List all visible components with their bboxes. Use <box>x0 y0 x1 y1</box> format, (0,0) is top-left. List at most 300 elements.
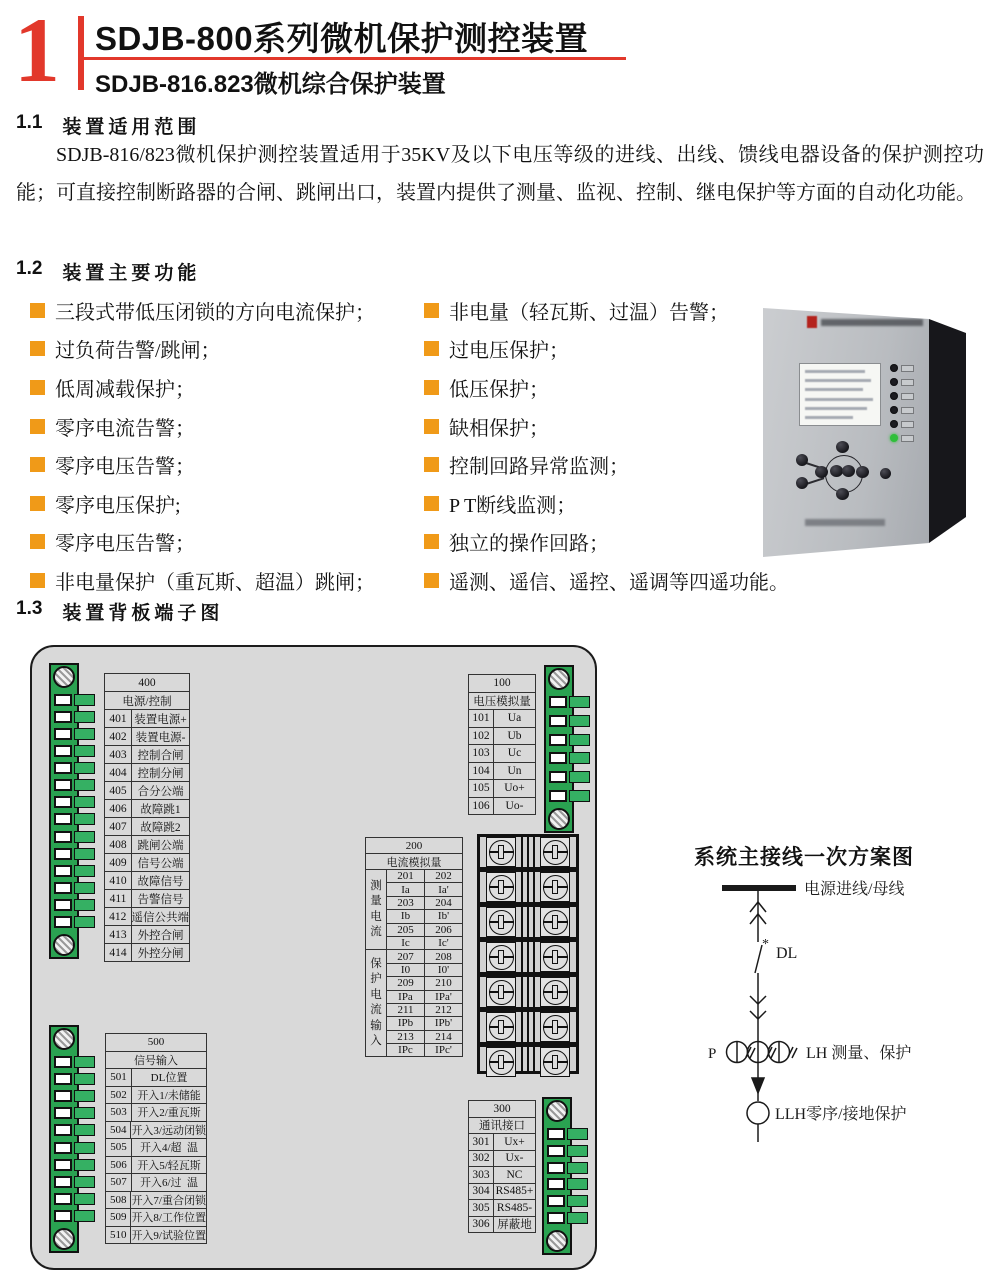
slot-tooth <box>569 790 590 802</box>
slot-pin <box>54 1176 72 1188</box>
terminal-label: Ux- <box>505 1152 524 1165</box>
terminal-number: 410 <box>105 872 132 889</box>
slot-pin <box>54 831 72 843</box>
led-label-chip <box>901 421 914 428</box>
device-caption-text <box>805 519 885 526</box>
terminal-number: 402 <box>105 728 132 745</box>
feature-text: 零序电压告警； <box>55 533 195 556</box>
terminal-row <box>469 745 535 763</box>
current-screw-terminal-block <box>477 834 579 1074</box>
led-dot-icon <box>890 420 898 428</box>
slot-tooth <box>74 694 95 706</box>
breaker-mark: * <box>762 937 769 952</box>
connector-slot <box>547 1127 593 1141</box>
terminal-row <box>469 1217 535 1233</box>
connector-slot <box>547 1194 593 1208</box>
terminal-cell: IPc' <box>435 1044 452 1057</box>
reset-button <box>880 468 891 479</box>
terminal-table-500 <box>105 1033 207 1244</box>
screw-cell <box>486 977 516 1007</box>
terminal-number: 509 <box>106 1209 131 1226</box>
terminal-cell: 202 <box>435 870 452 883</box>
terminal-row <box>387 1004 462 1017</box>
terminal-table-400 <box>104 673 190 962</box>
terminal-row <box>106 1174 206 1192</box>
terminal-label: DL位置 <box>150 1072 188 1085</box>
terminal-label: Ux+ <box>504 1135 525 1148</box>
terminal-label: 故障跳2 <box>140 821 181 834</box>
screw-icon <box>53 1228 75 1250</box>
feature-text: 独立的操作回路； <box>449 533 609 556</box>
terminal-cell: Ia' <box>438 883 449 896</box>
terminal-cell: Ib <box>387 910 425 922</box>
terminal-number: 403 <box>105 746 132 763</box>
brand-logo-icon <box>807 316 817 328</box>
terminal-cell: 212 <box>435 1004 452 1017</box>
terminal-label: 控制合闸 <box>137 749 184 762</box>
bullet-square-icon <box>30 419 45 434</box>
terminal-label: Uc <box>507 747 522 760</box>
terminal-label: NC <box>506 1168 523 1181</box>
feature-text: 遥测、遥信、遥控、遥调等四遥功能。 <box>449 571 789 594</box>
slot-tooth <box>74 1090 95 1102</box>
terminal-row <box>387 964 462 977</box>
terminal-cell: 211 <box>387 1004 425 1016</box>
slot-tooth <box>74 899 95 911</box>
table-name: 电压模拟量 <box>469 693 535 711</box>
terminal-row <box>105 746 189 764</box>
led-indicator <box>890 406 914 414</box>
terminal-label: RS485+ <box>495 1185 534 1198</box>
slot-pin <box>54 711 72 723</box>
terminal-number: 405 <box>105 782 132 799</box>
terminal-row <box>106 1192 206 1210</box>
feature-item <box>30 561 422 600</box>
slot-tooth <box>74 796 95 808</box>
slot-tooth <box>74 1193 95 1205</box>
breaker-switch <box>755 945 762 973</box>
screw-cell <box>486 837 516 867</box>
slot-tooth <box>569 734 590 746</box>
terminal-row <box>469 1134 535 1151</box>
slot-tooth <box>74 813 95 825</box>
terminal-label: 跳闸公端 <box>137 839 184 852</box>
connector-slot <box>547 1211 593 1225</box>
terminal-number: 510 <box>106 1227 131 1244</box>
table-code: 400 <box>105 674 189 692</box>
led-dot-icon <box>890 364 898 372</box>
terminal-row <box>105 854 189 872</box>
terminal-number: 507 <box>106 1174 132 1191</box>
terminal-cell: 210 <box>435 977 452 990</box>
screw-cell <box>486 1047 516 1077</box>
slot-pin <box>54 1124 72 1136</box>
feature-text: 零序电流告警； <box>55 417 195 440</box>
terminal-cell: 208 <box>435 950 452 963</box>
phillips-screw-icon <box>543 945 568 970</box>
bullet-square-icon <box>30 496 45 511</box>
terminal-row <box>106 1087 206 1105</box>
nav-right-button <box>856 466 869 478</box>
phillips-screw-icon <box>489 875 514 900</box>
terminal-cell: IPa <box>387 991 425 1003</box>
table-code: 500 <box>106 1034 206 1052</box>
slot-tooth <box>567 1195 588 1207</box>
slot-pin <box>54 1073 72 1085</box>
terminal-label: 控制分闸 <box>137 767 184 780</box>
terminal-number: 401 <box>105 710 132 727</box>
terminal-row <box>105 890 189 908</box>
terminal-label: 开入8/工作位置 <box>131 1212 206 1225</box>
ct-prefix-label: P <box>708 1046 717 1062</box>
connector-slots <box>547 1127 593 1225</box>
terminal-label: 开入2/重瓦斯 <box>137 1107 201 1120</box>
slot-tooth <box>569 771 590 783</box>
slot-tooth <box>74 831 95 843</box>
phillips-screw-icon <box>543 840 568 865</box>
feature-item <box>424 445 754 484</box>
device-photo <box>752 296 970 559</box>
phillips-screw-icon <box>543 910 568 935</box>
slot-pin <box>54 1090 72 1102</box>
terminal-label: 故障信号 <box>137 875 184 888</box>
screw-cell <box>486 872 516 902</box>
terminal-table-200 <box>365 837 463 1057</box>
table-code: 300 <box>469 1101 535 1118</box>
led-indicator <box>890 378 914 386</box>
terminal-label: RS485- <box>496 1201 533 1214</box>
table-code: 200 <box>366 838 462 854</box>
feature-list-right <box>424 291 789 600</box>
table-name: 信号输入 <box>106 1052 206 1070</box>
terminal-cell: 203 <box>387 897 425 909</box>
slot-pin <box>547 1195 565 1207</box>
terminal-cell: Ic <box>387 937 425 949</box>
terminal-label: 告警信号 <box>137 893 184 906</box>
slot-tooth <box>569 696 590 708</box>
slot-pin <box>54 899 72 911</box>
connector-400 <box>49 663 101 959</box>
terminal-cell: I0 <box>387 964 425 976</box>
nav-left-button <box>815 466 828 478</box>
screw-icon <box>548 668 570 690</box>
terminal-number: 305 <box>469 1200 494 1216</box>
slot-tooth <box>567 1162 588 1174</box>
connector-slot <box>54 1089 100 1103</box>
terminal-row <box>105 800 189 818</box>
terminal-label: 屏蔽地 <box>497 1219 532 1232</box>
slot-pin <box>549 790 567 802</box>
connector-500 <box>49 1025 101 1253</box>
feature-text: 低周减载保护； <box>55 378 195 401</box>
bullet-square-icon <box>424 303 439 318</box>
feature-item <box>424 523 754 562</box>
connector-slot <box>549 733 595 747</box>
terminal-cell: Ia <box>387 883 425 895</box>
led-dot-icon <box>890 406 898 414</box>
terminal-cell: Ic' <box>438 937 449 950</box>
terminal-row <box>387 937 462 949</box>
terminal-number: 303 <box>469 1167 494 1183</box>
connector-slot <box>54 847 100 861</box>
device-nameplate-text <box>821 319 923 326</box>
terminal-number: 409 <box>105 854 132 871</box>
terminal-number: 304 <box>469 1184 494 1200</box>
terminal-row <box>469 1200 535 1217</box>
terminal-number: 502 <box>106 1087 132 1104</box>
slot-pin <box>547 1128 565 1140</box>
screw-row <box>480 1047 576 1077</box>
slot-pin <box>54 865 72 877</box>
feature-item <box>424 330 754 369</box>
section-number: 1.3 <box>16 598 43 619</box>
feature-item <box>424 484 754 523</box>
slot-tooth <box>74 728 95 740</box>
feature-text: 控制回路异常监测； <box>449 456 629 479</box>
feature-item <box>30 291 422 330</box>
slot-tooth <box>567 1212 588 1224</box>
screw-icon <box>548 808 570 830</box>
terminal-number: 105 <box>469 780 494 797</box>
slot-tooth <box>567 1178 588 1190</box>
slot-tooth <box>74 1056 95 1068</box>
slot-tooth <box>74 916 95 928</box>
screw-icon <box>53 934 75 956</box>
connector-slot <box>54 1175 100 1189</box>
slot-pin <box>54 813 72 825</box>
slot-tooth <box>74 1210 95 1222</box>
terminal-label: 开入1/未储能 <box>137 1089 201 1102</box>
terminal-label: Ua <box>507 712 522 725</box>
terminal-number: 411 <box>105 890 132 907</box>
bullet-square-icon <box>424 573 439 588</box>
section-title: 装置背板端子图 <box>62 603 224 624</box>
connector-slot <box>54 864 100 878</box>
feature-item <box>424 561 789 600</box>
slot-tooth <box>74 779 95 791</box>
terminal-number: 102 <box>469 728 494 745</box>
screw-row <box>480 872 576 907</box>
bullet-square-icon <box>424 419 439 434</box>
slot-tooth <box>74 865 95 877</box>
phillips-screw-icon <box>489 840 514 865</box>
slot-tooth <box>74 1124 95 1136</box>
led-dot-icon <box>890 434 898 442</box>
terminal-label: 开入3/远动闭锁 <box>131 1124 206 1137</box>
feature-text: 非电量保护（重瓦斯、超温）跳闸； <box>55 571 375 594</box>
slot-pin <box>54 796 72 808</box>
terminal-cell: 209 <box>387 977 425 989</box>
slot-pin <box>549 734 567 746</box>
terminal-row <box>105 782 189 800</box>
table-name: 电源/控制 <box>105 692 189 710</box>
bullet-square-icon <box>30 341 45 356</box>
terminal-row <box>469 1167 535 1184</box>
terminal-cell: 214 <box>435 1030 452 1043</box>
section-heading-1-1 <box>16 112 200 139</box>
feature-item <box>30 330 422 369</box>
led-label-chip <box>901 365 914 372</box>
phillips-screw-icon <box>489 910 514 935</box>
feature-text: 零序电压告警； <box>55 456 195 479</box>
terminal-number: 413 <box>105 926 132 943</box>
terminal-label: 外控合闸 <box>137 929 184 942</box>
section-heading-1-2 <box>16 258 200 285</box>
screw-icon <box>53 1028 75 1050</box>
bullet-square-icon <box>424 457 439 472</box>
terminal-number: 508 <box>106 1192 131 1209</box>
feature-item <box>30 445 422 484</box>
led-indicator <box>890 364 914 372</box>
screw-cell <box>540 942 570 972</box>
terminal-number: 306 <box>469 1217 494 1233</box>
terminal-row <box>387 870 462 883</box>
bullet-square-icon <box>30 380 45 395</box>
terminal-cell: 201 <box>387 870 425 882</box>
connector-slot <box>54 1106 100 1120</box>
slot-pin <box>54 745 72 757</box>
terminal-cell: 207 <box>387 950 425 962</box>
screw-icon <box>546 1100 568 1122</box>
slot-pin <box>549 696 567 708</box>
slot-tooth <box>74 762 95 774</box>
terminal-row <box>387 924 462 937</box>
terminal-row <box>106 1227 206 1244</box>
lcd-text-line <box>805 416 853 419</box>
terminal-row <box>105 836 189 854</box>
terminal-cell: IPb <box>387 1017 425 1029</box>
flow-arrow <box>752 1078 764 1093</box>
terminal-label: 故障跳1 <box>140 803 181 816</box>
terminal-cell: 206 <box>435 923 452 936</box>
phillips-screw-icon <box>543 980 568 1005</box>
led-label-chip <box>901 407 914 414</box>
terminal-row <box>105 872 189 890</box>
terminal-number: 505 <box>106 1139 132 1156</box>
led-dot-icon <box>890 378 898 386</box>
connector-slot <box>547 1144 593 1158</box>
led-label-chip <box>901 435 914 442</box>
slot-pin <box>54 779 72 791</box>
terminal-row <box>105 818 189 836</box>
feature-text: 过电压保护； <box>449 340 569 363</box>
terminal-row <box>469 798 535 815</box>
terminal-row <box>105 710 189 728</box>
connector-slot <box>54 744 100 758</box>
terminal-label: 开入9/试验位置 <box>131 1229 206 1242</box>
terminal-row <box>387 1017 462 1030</box>
connector-slot <box>54 812 100 826</box>
connector-slot <box>54 761 100 775</box>
connector-slot <box>549 695 595 709</box>
aux-button-2 <box>796 477 808 489</box>
page-subtitle: SDJB-816.823微机综合保护装置 <box>95 71 446 98</box>
connector-100 <box>544 665 596 833</box>
terminal-row <box>469 1184 535 1201</box>
terminal-cell: IPa' <box>435 990 452 1003</box>
slot-tooth <box>567 1145 588 1157</box>
screw-cell <box>540 872 570 902</box>
connector-slot <box>54 693 100 707</box>
screw-cell <box>540 837 570 867</box>
terminal-row <box>469 763 535 781</box>
terminal-number: 506 <box>106 1157 132 1174</box>
nav-center-button-2 <box>842 465 855 477</box>
section-title: 装置主要功能 <box>62 263 201 284</box>
feature-item <box>30 484 422 523</box>
bullet-square-icon <box>424 534 439 549</box>
connector-slot <box>547 1177 593 1191</box>
terminal-label: Uo- <box>505 799 524 812</box>
phillips-screw-icon <box>543 875 568 900</box>
lcd-text-line <box>805 370 865 373</box>
slot-pin <box>54 1056 72 1068</box>
bullet-square-icon <box>30 534 45 549</box>
terminal-row <box>387 897 462 910</box>
bullet-square-icon <box>30 573 45 588</box>
slot-pin <box>547 1145 565 1157</box>
terminal-row <box>387 883 462 896</box>
screw-row <box>480 942 576 977</box>
feature-text: P T断线监测； <box>449 494 577 517</box>
connector-slot <box>54 1072 100 1086</box>
feature-item <box>30 368 422 407</box>
busbar-label: 电源进线/母线 <box>804 881 905 898</box>
terminal-cell: IPb' <box>434 1017 453 1030</box>
terminal-number: 101 <box>469 710 494 727</box>
terminal-label: 开入5/轻瓦斯 <box>137 1159 201 1172</box>
led-label-chip <box>901 379 914 386</box>
bullet-square-icon <box>30 303 45 318</box>
terminal-group-label: 保护电流输入 <box>366 950 387 1056</box>
phillips-screw-icon <box>489 980 514 1005</box>
terminal-number: 103 <box>469 745 494 762</box>
zero-sequence-ct-symbol <box>747 1102 769 1124</box>
terminal-row <box>387 910 462 923</box>
terminal-number: 407 <box>105 818 132 835</box>
connector-slot <box>54 710 100 724</box>
section-number: 1.2 <box>16 258 43 279</box>
terminal-label: 外控分闸 <box>137 947 184 960</box>
slot-tooth <box>569 715 590 727</box>
terminal-row <box>105 944 189 961</box>
feature-item <box>30 523 422 562</box>
screw-icon <box>53 666 75 688</box>
feature-item <box>424 368 754 407</box>
connector-slot <box>54 727 100 741</box>
feature-text: 零序电压保护; <box>55 494 181 517</box>
lcd-text-line <box>805 398 873 401</box>
terminal-group-label: 测量电流 <box>366 870 387 949</box>
terminal-label: 装置电源- <box>135 731 186 744</box>
led-label-chip <box>901 393 914 400</box>
slot-pin <box>54 728 72 740</box>
single-line-diagram <box>678 872 1000 1162</box>
slot-pin <box>54 1142 72 1154</box>
slot-pin <box>54 762 72 774</box>
slot-tooth <box>74 711 95 723</box>
terminal-label: 开入6/过 温 <box>139 1177 199 1190</box>
feature-item <box>424 291 754 330</box>
slot-pin <box>54 1193 72 1205</box>
connector-slot <box>547 1161 593 1175</box>
feature-text: 低压保护； <box>449 378 549 401</box>
terminal-row <box>106 1069 206 1087</box>
section-number: 1.1 <box>16 112 43 133</box>
page-title: SDJB-800系列微机保护测控装置 <box>95 20 589 57</box>
device-led-column <box>890 364 914 442</box>
slot-tooth <box>567 1128 588 1140</box>
